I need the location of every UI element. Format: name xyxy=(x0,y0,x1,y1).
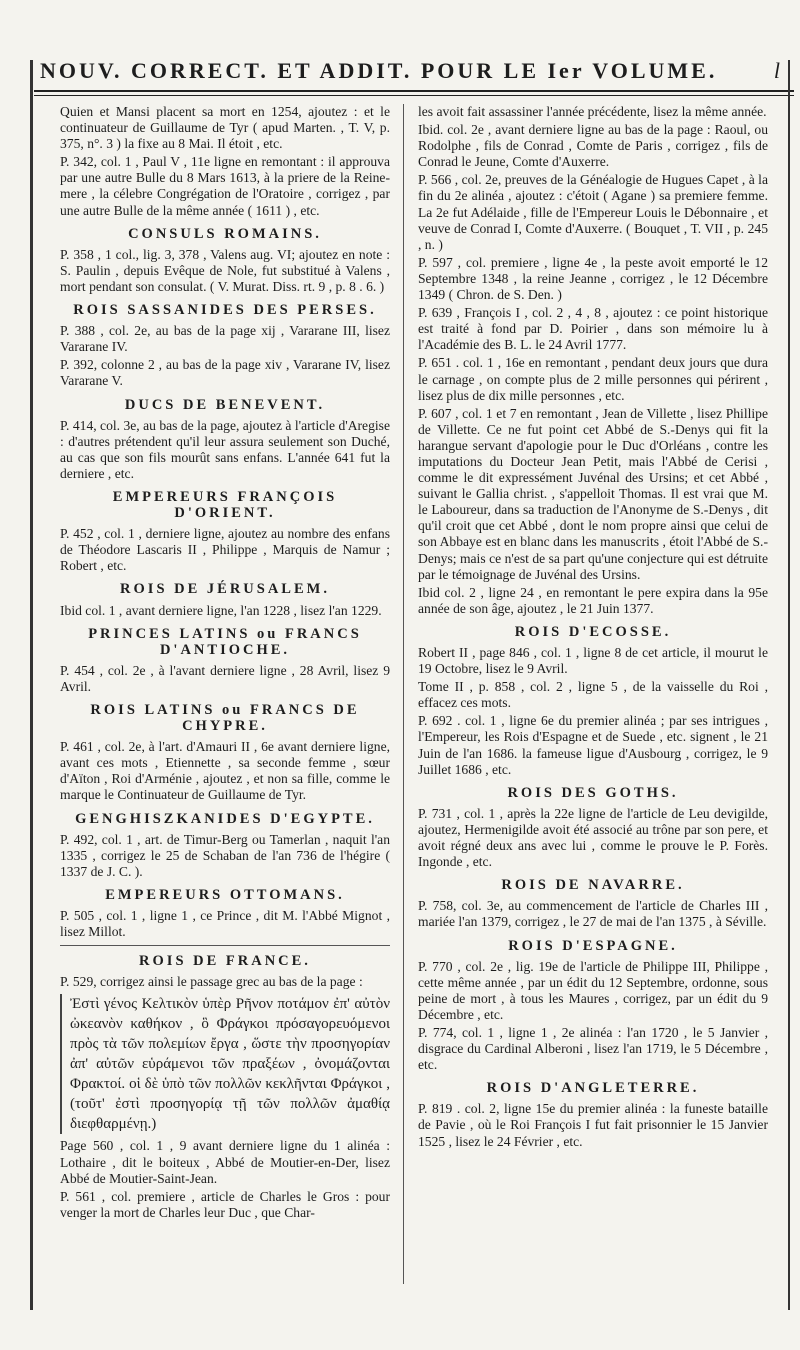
section-heading: GENGHISZKANIDES D'EGYPTE. xyxy=(75,810,375,827)
paragraph: P. 597 , col. premiere , ligne 4e , la peste avoit emporté le 12 Septembre 1348 , la reine Jeanne , corrigez , le 12 Décembre 1349 ( Chron. de S. Den. ) xyxy=(418,254,768,303)
paragraph: P. 414, col. 3e, au bas de la page, ajoutez à l'article d'Aregise : d'autres prétendent qu'il leur assura seulement son Duché, au cas que son fils mourût sans enfans. L'année 641 fut la derniere , etc. xyxy=(60,417,390,481)
section-heading: ROIS D'ECOSSE. xyxy=(514,623,672,640)
page-edge-left xyxy=(30,60,33,1310)
section-heading: DUCS DE BENEVENT. xyxy=(124,396,326,413)
paragraph: P. 452 , col. 1 , derniere ligne, ajoutez au nombre des enfans de Théodore Lascaris II , Philippe , Marquis de Namur ; Robert , etc. xyxy=(60,526,390,574)
paragraph: P. 774, col. 1 , ligne 1 , 2e alinéa : l'an 1720 , le 5 Janvier , disgrace du Cardinal Alberoni , lisez l'an 1719, le 5 Décembre , etc. xyxy=(418,1024,768,1073)
section-heading: CONSULS ROMAINS. xyxy=(128,225,322,242)
paragraph: P. 651 . col. 1 , 16e en remontant , pendant deux jours que dura le carnage , on compte plus de 2 mille personnes qui périrent , lisez plus de dix mille personnes , etc. xyxy=(418,355,768,403)
paragraph: P. 639 , François I , col. 2 , 4 , 8 , ajoutez : ce point historique est traité à fond par D. Poirier , dans son mémoire lu à l'Académie des B. L. le 24 Avril 1777. xyxy=(418,305,768,353)
paragraph: P. 758, col. 3e, au commencement de l'article de Charles III , mariée l'an 1379, corrigez , le 27 de mai de l'an 1375 , à Séville. xyxy=(418,898,768,930)
paragraph: P. 492, col. 1 , art. de Timur-Berg ou Tamerlan , naquit l'an 1335 , corrigez le 25 de Schaban de l'an 736 de l'hégire ( 1337 de J. C. ). xyxy=(60,831,390,879)
right-column xyxy=(418,104,768,1152)
section-heading: ROIS D'ESPAGNE. xyxy=(508,937,678,954)
paragraph: P. 566 , col. 2e, preuves de la Généalogie de Hugues Capet , à la fin du 2e alinéa , ajoutez : c'étoit ( Agane ) sa premiere femme. La 2e fut Adélaide , fille de l'Empereur Louis le Débonnaire , et veuve de Conrad I, Comte d'Auxerre. ( Bouquet , T. VII , p. 245 , n. ) xyxy=(418,172,768,252)
paragraph: P. 561 , col. premiere , article de Charles le Gros : pour venger la mort de Charles leur Duc , que Char- xyxy=(60,1188,390,1220)
paragraph: P. 770 , col. 2e , lig. 19e de l'article de Philippe III, Philippe , cette même année , par un édit du 12 Septembre, ordonne, sous peine de mort , à tous les Maures , corrigez, par un édit du 9 Décembre , etc. xyxy=(418,958,768,1022)
paragraph: P. 392, colonne 2 , au bas de la page xiv , Vararane IV, lisez Vararane V. xyxy=(60,357,390,389)
header-rule xyxy=(34,90,794,92)
section-heading: ROIS D'ANGLETERRE. xyxy=(486,1080,700,1097)
column-divider xyxy=(403,104,404,1284)
section-heading: ROIS DES GOTHS. xyxy=(507,784,679,801)
paragraph: les avoit fait assassiner l'année précédente, lisez la même année. xyxy=(418,104,767,119)
paragraph: Tome II , p. 858 , col. 2 , ligne 5 , de la vaisselle du Roi , effacez ces mots. xyxy=(418,679,768,711)
paragraph: Ibid col. 1 , avant derniere ligne, l'an 1228 , lisez l'an 1229. xyxy=(60,602,382,618)
running-header xyxy=(40,58,780,86)
paragraph: P. 358 , 1 col., lig. 3, 378 , Valens aug. VI; ajoutez en note : S. Paulin , depuis Evêque de Nole, fut substitué à Valens , mort pendant son consulat. ( V. Murat. Diss. rt. 9 , p. 8 . 6. ) xyxy=(60,246,390,294)
paragraph: P. 692 . col. 1 , ligne 6e du premier alinéa ; par ses intrigues , l'Empereur, les Rois d'Espagne et de Suede , etc. signent , le 21 Juin de l'an 1686. la fameuse ligue d'Ausbourg , corrigez, le 9 Juillet 1686 , etc. xyxy=(418,713,768,777)
paragraph: P. 529, corrigez ainsi le passage grec au bas de la page : xyxy=(60,974,363,990)
greek-passage: Ἐστὶ γένος Κελτικὸν ὑπὲρ Ρῆνον ποτάμον ἐπ' αὐτὸν ὠκεανὸν καθήκον , ὃ Φράγκοι πρόσαγορευόμενοι πρὸς τὰ τῶν πολεμίων ἔργα , ὥστε τὴν προσηγορίαν ἀπ' αὐτῶν εὑράμενοι τῶν πραξέων , ὀνομάζονται Φρακτοί. οἱ δὲ ὑπὸ τῶν πολλῶν κεκλῆνται Φράγκοι , (τοῦτ' ἐστὶ προσηγορίᾳ τῇ τῶν πολλῶν ἀμαθίᾳ διεφθαρμένῃ.) xyxy=(60,994,390,1134)
section-heading: PRINCES LATINS ou FRANCS D'ANTIOCHE. xyxy=(88,625,362,658)
paragraph: P. 731 , col. 1 , après la 22e ligne de l'article de Leu devigilde, ajoutez, Hermenigilde avoit été associé au trône par son pere, et avoit régné deux ans avec lui , comme le prouve le P. Forès. Ingonde , etc. xyxy=(418,805,768,870)
page-edge-right xyxy=(788,60,790,1310)
section-heading: ROIS DE NAVARRE. xyxy=(501,877,685,894)
paragraph: Page 560 , col. 1 , 9 avant derniere ligne du 1 alinéa : Lothaire , dit le boiteux , Abbé de Moutier-en-Der, lisez Abbé de Moutier-Saint-Jean. xyxy=(60,1138,390,1186)
paragraph: Ibid. col. 2e , avant derniere ligne au bas de la page : Raoul, ou Rodolphe , fils de Conrad , Comte de Paris , corrigez , fils de Conrad le Jeune, Comte d'Auxerre. xyxy=(418,122,768,170)
section-heading: ROIS DE FRANCE. xyxy=(139,953,311,970)
section-heading: ROIS SASSANIDES DES PERSES. xyxy=(73,302,377,319)
page-number: l xyxy=(773,58,780,83)
section-heading: ROIS LATINS ou FRANCS DE CHYPRE. xyxy=(90,702,360,735)
paragraph: P. 342, col. 1 , Paul V , 11e ligne en remontant : il approuva par une autre Bulle du 8 Mars 1613, à la priere de la Reine-mere , la célebre Congrégation de l'Oratoire , corrigez , par une autre Bulle de la même année ( 1611 ) , etc. xyxy=(60,154,390,218)
paragraph: Robert II , page 846 , col. 1 , ligne 8 de cet article, il mourut le 19 Octobre, lisez le 9 Avril. xyxy=(418,645,768,677)
paragraph: P. 505 , col. 1 , ligne 1 , ce Prince , dit M. l'Abbé Mignot , lisez Millot. xyxy=(60,908,390,940)
paragraph: Quien et Mansi placent sa mort en 1254, ajoutez : et le continuateur de Guillaume de Tyr ( apud Marten. , T. V, p. 375, n°. 3 ) la fixe au 8 Mai. Il étoit , etc. xyxy=(60,104,390,152)
section-heading: ROIS DE JÉRUSALEM. xyxy=(120,581,330,598)
left-column xyxy=(60,104,390,1223)
header-title: NOUV. CORRECT. ET ADDIT. POUR LE Ier VOLUME. xyxy=(40,58,718,83)
paragraph: P. 388 , col. 2e, au bas de la page xij , Vararane III, lisez Vararane IV. xyxy=(60,323,390,355)
paragraph: P. 607 , col. 1 et 7 en remontant , Jean de Villette , lisez Phillipe de Villette. Ce ne fut point cet Abbé de S.-Denys qui fit la harangue servant d'apologie pour le Duc d'Orléans , contre les imputations du Docteur Jean Petit, mais l'Abbé de Cerisi , comme le dit expressément Juvénal des Ursins; et cet Abbé , suivant le Gallia christ. , s'appelloit Thomas. Il est vrai que M. le Laboureur, dans sa traduction de l'Anonyme de S.-Denys , dit qu'il croit que cet Abbé , dont le nom propre ainsi que celui de son Abbaye est en blanc dans les manuscrits , étoit l'Abbé de S.-Denys; mais ce n'est de sa part qu'une conjecture qui est détruite par le témoignage de Juvénal des Ursins. xyxy=(418,405,768,582)
paragraph: Ibid col. 2 , ligne 24 , en remontant le pere expira dans la 95e année de son âge, ajoutez , le 21 Juin 1377. xyxy=(418,584,768,616)
paragraph: P. 819 . col. 2, ligne 15e du premier alinéa : la funeste bataille de Pavie , où le Roi François I fut fait prisonnier le 15 Janvier 1525 , lisez le 24 Février , etc. xyxy=(418,1101,768,1149)
section-heading: EMPEREURS FRANÇOIS D'ORIENT. xyxy=(112,488,338,522)
paragraph: P. 461 , col. 2e, à l'art. d'Amauri II , 6e avant derniere ligne, avant ces mots , Etiennette , sa seconde femme , sœur d'Aïton , Roi d'Arménie , ajoutez , et non sa fille, comme le marque le Continuateur de Guillaume de Tyr. xyxy=(60,739,390,803)
section-heading: EMPEREURS OTTOMANS. xyxy=(105,886,345,903)
divider xyxy=(60,945,390,946)
header-rule-thin xyxy=(34,95,794,96)
paragraph: P. 454 , col. 2e , à l'avant derniere ligne , 28 Avril, lisez 9 Avril. xyxy=(60,662,390,694)
